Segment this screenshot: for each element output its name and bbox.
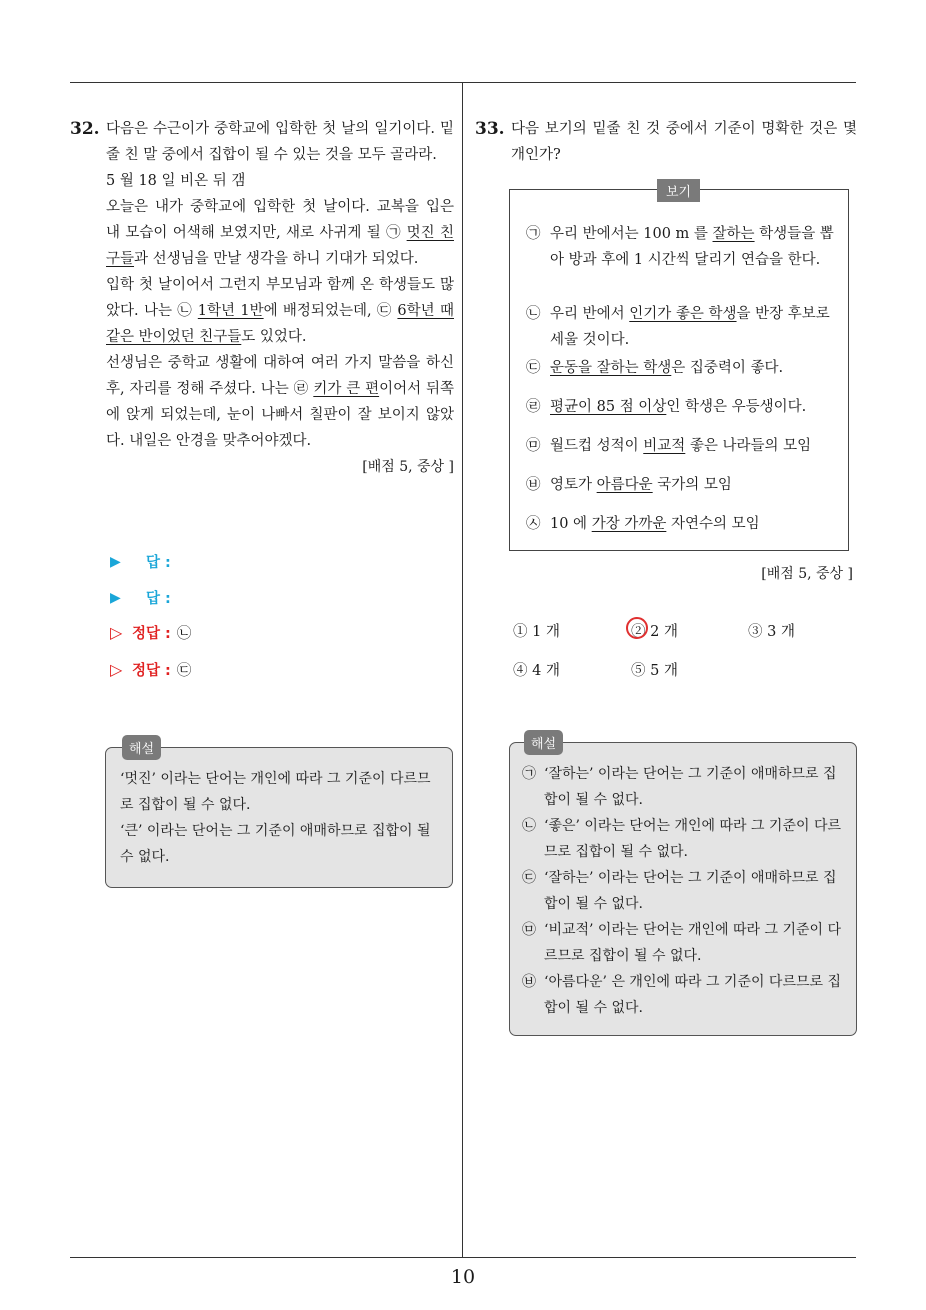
explanation-line: ‘멋진’ 이라는 단어는 개인에 따라 그 기준이 다르므로 집합이 될 수 없다. [120, 771, 431, 813]
score-label: [배점 5, 중상 ] [761, 566, 853, 582]
explanation-item: ㉥ ‘아름다운’ 은 개인에 따라 그 기준이 다르므로 집합이 될 수 없다. [522, 974, 842, 1016]
play-triangle-icon: ▶ [110, 553, 121, 570]
choice-2[interactable]: ② 2 개 [631, 624, 678, 640]
correct-answer-value: ㉢ [176, 663, 192, 679]
correct-answer-row-1 [110, 622, 191, 643]
correct-answer-value: ㉡ [176, 626, 192, 642]
underlined-phrase-b: 1학년 1반 [197, 303, 264, 319]
explanation-tag: 해설 [122, 735, 161, 760]
correct-answer-label: 정답 : [132, 626, 171, 642]
choice-4[interactable]: ④ 4 개 [513, 663, 560, 679]
explanation-item: ㉢ ‘잘하는’ 이라는 단어는 그 기준이 애매하므로 집합이 될 수 없다. [522, 870, 837, 912]
question-text: 다음 보기의 밑줄 친 것 중에서 기준이 명확한 것은 몇 개인가? [511, 121, 857, 163]
explanation-line: ‘큰’ 이라는 단어는 그 기준이 애매하므로 집합이 될 수 없다. [120, 823, 431, 865]
answer-label: 답 : [146, 555, 171, 571]
correct-answer-row-2 [110, 659, 191, 680]
explanation-item: ㉤ ‘비교적’ 이라는 단어는 개인에 따라 그 기준이 다르므로 집합이 될 수 없다. [522, 922, 842, 964]
question-text: 다음은 수근이가 중학교에 입학한 첫 날의 일기이다. 밑 줄 친 말 중에서 집합이 될 수 있는 것을 모두 골라라. [106, 121, 454, 163]
explanation-item: ㉠ ‘잘하는’ 이라는 단어는 그 기준이 애매하므로 집합이 될 수 없다. [522, 766, 837, 808]
choice-1[interactable]: ① 1 개 [513, 624, 560, 640]
bottom-rule [70, 1257, 856, 1258]
answer-row-2 [110, 587, 171, 608]
underlined-phrase-a: 멋진 친구들 [106, 225, 454, 267]
underlined-phrase-d: 키가 큰 편 [313, 381, 380, 397]
bogi-item: ㉥ 영토가 아름다운 국가의 모임 [526, 477, 732, 493]
column-divider [462, 82, 463, 1258]
question-33 [475, 116, 857, 168]
choice-3[interactable]: ③ 3 개 [748, 624, 795, 640]
bogi-item: ㉦ 10 에 가장 가까운 자연수의 모임 [526, 516, 760, 532]
diary-paragraph-3: 선생님은 중학교 생활에 대하여 여러 가지 말씀을 하신 후, 자리를 정해 주셨다. 나는 ㉣ 키가 큰 편이어서 뒤쪽에 앉게 되었는데, 눈이 나빠서 칠판이 잘 보이지 않았다. 내일은 안경을 맞추어야겠다. [106, 355, 455, 449]
selected-circle-mark [626, 617, 648, 639]
diary-text [106, 168, 454, 454]
correct-answer-label: 정답 : [132, 663, 171, 679]
explanation-box-32 [105, 742, 453, 888]
bogi-item: ㉣ 평균이 85 점 이상인 학생은 우등생이다. [526, 399, 807, 415]
bogi-item: ㉤ 월드컵 성적이 비교적 좋은 나라들의 모임 [526, 438, 812, 454]
diary-paragraph-2: 입학 첫 날이어서 그런지 부모님과 함께 온 학생들도 많았다. 나는 ㉡ 1학년 1반에 배정되었는데, ㉢ 6학년 때 같은 반이었던 친구들도 있었다. [106, 277, 454, 345]
answer-label: 답 : [146, 591, 171, 607]
question-number: 32. [70, 119, 100, 139]
page-number: 10 [450, 1266, 476, 1288]
outline-triangle-icon: ▷ [110, 623, 123, 642]
bogi-item: ㉠ 우리 반에서는 100 m 를 잘하는 학생들을 뽑아 방과 후에 1 시간씩 달리기 연습을 한다. [526, 226, 834, 268]
question-number: 33. [475, 119, 505, 139]
diary-date: 5 월 18 일 비온 뒤 갬 [106, 173, 246, 189]
top-rule [70, 82, 856, 83]
play-triangle-icon: ▶ [110, 589, 121, 606]
answer-row-1 [110, 551, 171, 572]
score-label: [배점 5, 중상 ] [362, 459, 454, 475]
outline-triangle-icon: ▷ [110, 660, 123, 679]
bogi-item: ㉡ 우리 반에서 인기가 좋은 학생을 반장 후보로 세울 것이다. [526, 306, 830, 348]
underlined-phrase-c: 6학년 때 같은 반이었던 친구들 [106, 303, 454, 345]
choice-5[interactable]: ⑤ 5 개 [631, 663, 678, 679]
question-32 [70, 116, 454, 480]
bogi-tag: 보기 [657, 179, 700, 202]
bogi-item: ㉢ 운동을 잘하는 학생은 집중력이 좋다. [526, 360, 784, 376]
explanation-item: ㉡ ‘좋은’ 이라는 단어는 개인에 따라 그 기준이 다르므로 집합이 될 수 없다. [522, 818, 842, 860]
diary-paragraph-1: 오늘은 내가 중학교에 입학한 첫 날이다. 교복을 입은 내 모습이 어색해 보였지만, 새로 사귀게 될 ㉠ 멋진 친구들과 선생님을 만날 생각을 하니 기대가 되었다. [106, 199, 454, 267]
explanation-tag: 해설 [524, 730, 563, 755]
explanation-box-33 [509, 737, 857, 1036]
bogi-box [509, 185, 849, 551]
